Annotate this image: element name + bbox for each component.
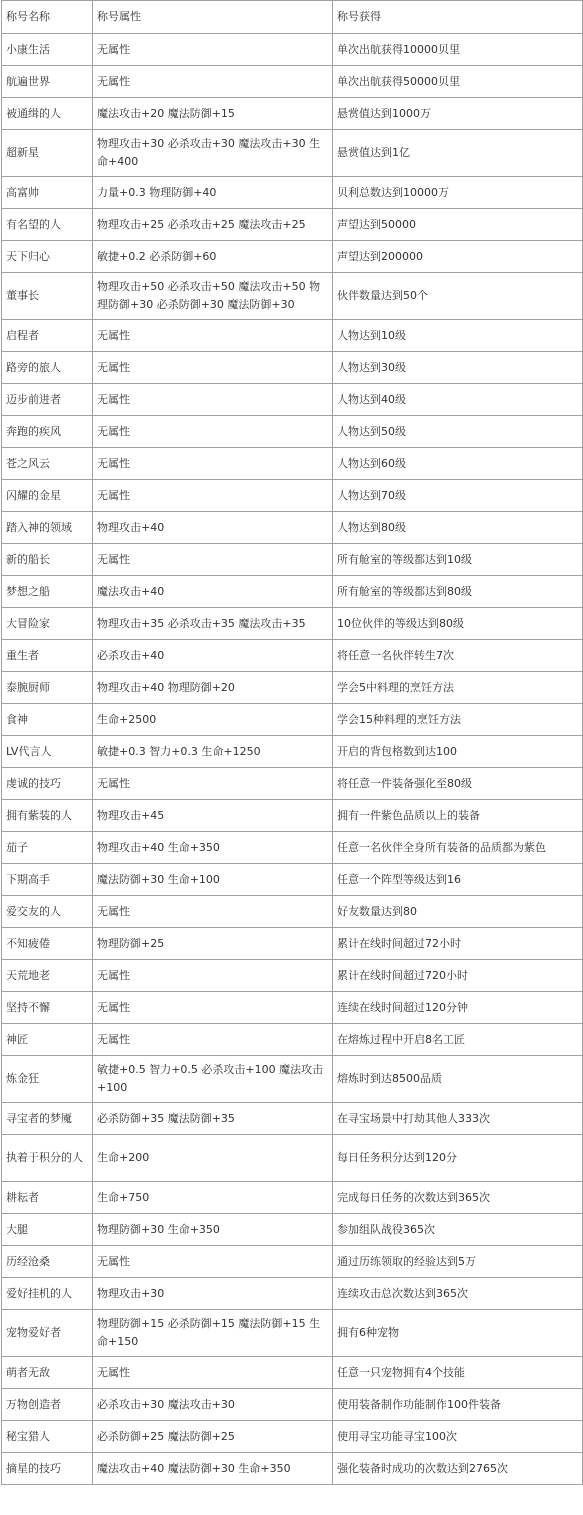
title-obtain-cell: 在寻宝场景中打劫其他人333次 (333, 1103, 583, 1135)
title-obtain-cell: 累计在线时间超过72小时 (333, 928, 583, 960)
title-attribute-cell: 无属性 (93, 384, 333, 416)
title-name-cell: 萌者无敌 (2, 1357, 93, 1389)
title-attribute-cell: 物理攻击+30 (93, 1278, 333, 1310)
title-name-cell: 有名望的人 (2, 209, 93, 241)
title-obtain-cell: 连续攻击总次数达到365次 (333, 1278, 583, 1310)
title-name-cell: 万物创造者 (2, 1389, 93, 1421)
title-attribute-cell: 物理攻击+30 必杀攻击+30 魔法攻击+30 生命+400 (93, 130, 333, 177)
table-row (2, 241, 583, 273)
title-name-cell: 茄子 (2, 832, 93, 864)
title-attribute-cell: 物理防御+25 (93, 928, 333, 960)
table-row (2, 736, 583, 768)
table-row (2, 352, 583, 384)
title-obtain-cell: 任意一名伙伴全身所有装备的品质都为紫色 (333, 832, 583, 864)
title-obtain-cell: 所有舱室的等级都达到80级 (333, 576, 583, 608)
title-name-cell: 苍之风云 (2, 448, 93, 480)
title-attribute-cell: 无属性 (93, 416, 333, 448)
table-row (2, 177, 583, 209)
title-attribute-cell: 物理防御+30 生命+350 (93, 1214, 333, 1246)
titles-table (1, 0, 583, 1485)
title-name-cell: 被通缉的人 (2, 98, 93, 130)
title-obtain-cell: 累计在线时间超过720小时 (333, 960, 583, 992)
title-obtain-cell: 任意一个阵型等级达到16 (333, 864, 583, 896)
title-attribute-cell: 物理防御+15 必杀防御+15 魔法防御+15 生命+150 (93, 1310, 333, 1357)
header-title-obtain: 称号获得 (333, 1, 583, 34)
title-name-cell: 启程者 (2, 320, 93, 352)
title-name-cell: 坚持不懈 (2, 992, 93, 1024)
title-obtain-cell: 人物达到10级 (333, 320, 583, 352)
title-attribute-cell: 力量+0.3 物理防御+40 (93, 177, 333, 209)
title-attribute-cell: 无属性 (93, 768, 333, 800)
title-name-cell: 重生者 (2, 640, 93, 672)
table-row (2, 640, 583, 672)
table-row (2, 209, 583, 241)
title-attribute-cell: 生命+750 (93, 1182, 333, 1214)
title-attribute-cell: 无属性 (93, 1246, 333, 1278)
title-obtain-cell: 人物达到60级 (333, 448, 583, 480)
title-obtain-cell: 伙伴数量达到50个 (333, 273, 583, 320)
title-name-cell: 爱交友的人 (2, 896, 93, 928)
title-name-cell: 寻宝者的梦魇 (2, 1103, 93, 1135)
title-name-cell: 秘宝猎人 (2, 1421, 93, 1453)
header-row (2, 1, 583, 34)
title-obtain-cell: 连续在线时间超过120分钟 (333, 992, 583, 1024)
title-name-cell: 宠物爱好者 (2, 1310, 93, 1357)
title-attribute-cell: 无属性 (93, 34, 333, 66)
title-name-cell: 闪耀的金星 (2, 480, 93, 512)
title-attribute-cell: 敏捷+0.5 智力+0.5 必杀攻击+100 魔法攻击+100 (93, 1056, 333, 1103)
title-name-cell: 炼金狂 (2, 1056, 93, 1103)
table-row (2, 704, 583, 736)
title-name-cell: 航遍世界 (2, 66, 93, 98)
title-obtain-cell: 拥有6种宠物 (333, 1310, 583, 1357)
title-attribute-cell: 物理攻击+40 物理防御+20 (93, 672, 333, 704)
table-row (2, 672, 583, 704)
title-attribute-cell: 生命+2500 (93, 704, 333, 736)
table-row (2, 1182, 583, 1214)
title-name-cell: 小康生活 (2, 34, 93, 66)
title-obtain-cell: 声望达到50000 (333, 209, 583, 241)
title-attribute-cell: 必杀攻击+40 (93, 640, 333, 672)
title-attribute-cell: 无属性 (93, 1024, 333, 1056)
title-obtain-cell: 贝利总数达到10000万 (333, 177, 583, 209)
title-attribute-cell: 无属性 (93, 960, 333, 992)
table-row (2, 1278, 583, 1310)
table-row (2, 273, 583, 320)
title-attribute-cell: 物理攻击+50 必杀攻击+50 魔法攻击+50 物理防御+30 必杀防御+30 魔法防御+30 (93, 273, 333, 320)
table-row (2, 416, 583, 448)
table-row (2, 864, 583, 896)
table-row (2, 1310, 583, 1357)
title-name-cell: 天荒地老 (2, 960, 93, 992)
title-name-cell: 梦想之船 (2, 576, 93, 608)
table-row (2, 544, 583, 576)
title-name-cell: 执着于积分的人 (2, 1135, 93, 1182)
title-attribute-cell: 无属性 (93, 1357, 333, 1389)
title-obtain-cell: 强化装备时成功的次数达到2765次 (333, 1453, 583, 1485)
title-obtain-cell: 10位伙伴的等级达到80级 (333, 608, 583, 640)
title-obtain-cell: 在熔炼过程中开启8名工匠 (333, 1024, 583, 1056)
title-attribute-cell: 魔法攻击+40 魔法防御+30 生命+350 (93, 1453, 333, 1485)
title-obtain-cell: 完成每日任务的次数达到365次 (333, 1182, 583, 1214)
title-obtain-cell: 学会5中料理的烹饪方法 (333, 672, 583, 704)
table-row (2, 34, 583, 66)
title-name-cell: 超新星 (2, 130, 93, 177)
title-obtain-cell: 人物达到50级 (333, 416, 583, 448)
title-obtain-cell: 参加组队战役365次 (333, 1214, 583, 1246)
table-row (2, 928, 583, 960)
table-row (2, 800, 583, 832)
table-row (2, 1453, 583, 1485)
title-attribute-cell: 生命+200 (93, 1135, 333, 1182)
title-obtain-cell: 人物达到70级 (333, 480, 583, 512)
title-name-cell: 食神 (2, 704, 93, 736)
table-body (2, 34, 583, 1485)
table-row (2, 512, 583, 544)
title-name-cell: LV代言人 (2, 736, 93, 768)
title-name-cell: 大腿 (2, 1214, 93, 1246)
table-row (2, 1056, 583, 1103)
table-row (2, 1135, 583, 1182)
table-row (2, 1214, 583, 1246)
title-name-cell: 下期高手 (2, 864, 93, 896)
title-name-cell: 摘星的技巧 (2, 1453, 93, 1485)
title-attribute-cell: 无属性 (93, 352, 333, 384)
table-row (2, 448, 583, 480)
table-row (2, 320, 583, 352)
title-obtain-cell: 开启的背包格数到达100 (333, 736, 583, 768)
table-row (2, 576, 583, 608)
table-row (2, 1103, 583, 1135)
title-obtain-cell: 单次出航获得10000贝里 (333, 34, 583, 66)
title-attribute-cell: 物理攻击+25 必杀攻击+25 魔法攻击+25 (93, 209, 333, 241)
header-title-name: 称号名称 (2, 1, 93, 34)
title-obtain-cell: 好友数量达到80 (333, 896, 583, 928)
title-obtain-cell: 学会15种料理的烹饪方法 (333, 704, 583, 736)
title-attribute-cell: 敏捷+0.3 智力+0.3 生命+1250 (93, 736, 333, 768)
table-row (2, 1389, 583, 1421)
title-obtain-cell: 每日任务积分达到120分 (333, 1135, 583, 1182)
title-name-cell: 耕耘者 (2, 1182, 93, 1214)
title-name-cell: 迈步前进者 (2, 384, 93, 416)
title-attribute-cell: 物理攻击+35 必杀攻击+35 魔法攻击+35 (93, 608, 333, 640)
title-attribute-cell: 必杀攻击+30 魔法攻击+30 (93, 1389, 333, 1421)
title-name-cell: 高富帅 (2, 177, 93, 209)
title-attribute-cell: 必杀防御+25 魔法防御+25 (93, 1421, 333, 1453)
title-obtain-cell: 人物达到80级 (333, 512, 583, 544)
title-attribute-cell: 敏捷+0.2 必杀防御+60 (93, 241, 333, 273)
title-name-cell: 拥有紫装的人 (2, 800, 93, 832)
title-attribute-cell: 物理攻击+40 生命+350 (93, 832, 333, 864)
title-attribute-cell: 魔法攻击+20 魔法防御+15 (93, 98, 333, 130)
title-name-cell: 虔诚的技巧 (2, 768, 93, 800)
title-name-cell: 历经沧桑 (2, 1246, 93, 1278)
title-obtain-cell: 将任意一名伙伴转生7次 (333, 640, 583, 672)
title-attribute-cell: 无属性 (93, 66, 333, 98)
title-attribute-cell: 无属性 (93, 992, 333, 1024)
title-attribute-cell: 无属性 (93, 448, 333, 480)
title-name-cell: 爱好挂机的人 (2, 1278, 93, 1310)
title-attribute-cell: 无属性 (93, 544, 333, 576)
table-row (2, 66, 583, 98)
table-row (2, 896, 583, 928)
table-row (2, 608, 583, 640)
title-attribute-cell: 无属性 (93, 480, 333, 512)
table-row (2, 384, 583, 416)
title-obtain-cell: 通过历练领取的经验达到5万 (333, 1246, 583, 1278)
title-name-cell: 大冒险家 (2, 608, 93, 640)
title-name-cell: 新的船长 (2, 544, 93, 576)
title-obtain-cell: 熔炼时到达8500品质 (333, 1056, 583, 1103)
title-obtain-cell: 将任意一件装备强化至80级 (333, 768, 583, 800)
title-attribute-cell: 无属性 (93, 320, 333, 352)
table-row (2, 1024, 583, 1056)
table-row (2, 130, 583, 177)
title-obtain-cell: 人物达到30级 (333, 352, 583, 384)
title-attribute-cell: 魔法防御+30 生命+100 (93, 864, 333, 896)
title-obtain-cell: 所有舱室的等级都达到10级 (333, 544, 583, 576)
title-name-cell: 董事长 (2, 273, 93, 320)
title-attribute-cell: 物理攻击+45 (93, 800, 333, 832)
table-row (2, 1421, 583, 1453)
title-name-cell: 不知疲倦 (2, 928, 93, 960)
title-attribute-cell: 无属性 (93, 896, 333, 928)
table-row (2, 768, 583, 800)
header-title-attribute: 称号属性 (93, 1, 333, 34)
title-attribute-cell: 魔法攻击+40 (93, 576, 333, 608)
title-obtain-cell: 拥有一件紫色品质以上的装备 (333, 800, 583, 832)
title-name-cell: 奔跑的疾风 (2, 416, 93, 448)
table-row (2, 832, 583, 864)
table-row (2, 1246, 583, 1278)
title-obtain-cell: 使用装备制作功能制作100件装备 (333, 1389, 583, 1421)
title-obtain-cell: 悬赏值达到1亿 (333, 130, 583, 177)
title-name-cell: 路旁的旅人 (2, 352, 93, 384)
title-name-cell: 天下归心 (2, 241, 93, 273)
title-name-cell: 泰腕厨师 (2, 672, 93, 704)
table-row (2, 98, 583, 130)
title-obtain-cell: 人物达到40级 (333, 384, 583, 416)
table-row (2, 960, 583, 992)
title-obtain-cell: 任意一只宠物拥有4个技能 (333, 1357, 583, 1389)
title-obtain-cell: 悬赏值达到1000万 (333, 98, 583, 130)
title-name-cell: 神匠 (2, 1024, 93, 1056)
table-row (2, 1357, 583, 1389)
title-obtain-cell: 单次出航获得50000贝里 (333, 66, 583, 98)
title-attribute-cell: 必杀防御+35 魔法防御+35 (93, 1103, 333, 1135)
title-obtain-cell: 声望达到200000 (333, 241, 583, 273)
title-obtain-cell: 使用寻宝功能寻宝100次 (333, 1421, 583, 1453)
table-row (2, 992, 583, 1024)
title-attribute-cell: 物理攻击+40 (93, 512, 333, 544)
title-name-cell: 踏入神的领域 (2, 512, 93, 544)
table-row (2, 480, 583, 512)
